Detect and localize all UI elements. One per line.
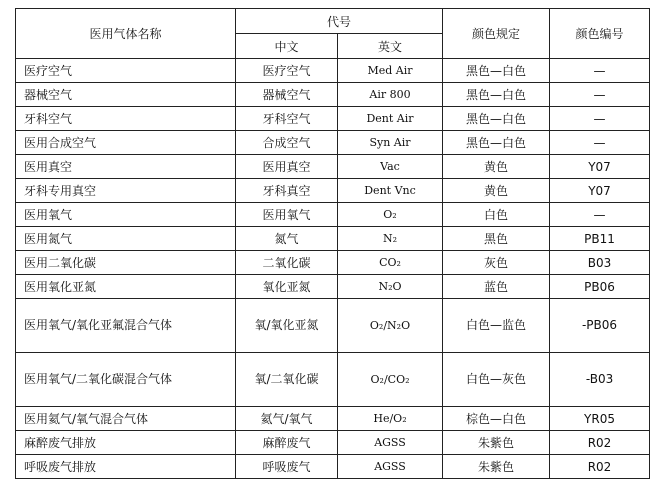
english-code-cell: Vac [338,155,443,179]
color-rule-cell: 黑色—白色 [443,131,550,155]
color-code-cell: — [550,203,650,227]
clipped-title [0,0,665,8]
gas-name-cell: 医用氧气/二氧化碳混合气体 [16,353,236,407]
chinese-code-cell: 二氧化碳 [236,251,338,275]
color-rule-cell: 黑色—白色 [443,107,550,131]
gas-name-cell: 牙科专用真空 [16,179,236,203]
english-code-cell: He/O₂ [338,407,443,431]
english-code-cell: N₂O [338,275,443,299]
gas-name-cell: 医用合成空气 [16,131,236,155]
gas-name-cell: 医用氦气/氧气混合气体 [16,407,236,431]
table-row [16,83,650,107]
gas-name-cell: 医用氧气 [16,203,236,227]
table-row [16,179,650,203]
english-code-cell: AGSS [338,455,443,479]
table-row [16,203,650,227]
color-code-cell: R02 [550,455,650,479]
gas-name-cell: 器械空气 [16,83,236,107]
color-rule-cell: 朱紫色 [443,455,550,479]
table-row [16,227,650,251]
header-code: 代号 [236,9,443,34]
color-rule-cell: 朱紫色 [443,431,550,455]
gas-name-cell: 医用二氧化碳 [16,251,236,275]
color-code-cell: R02 [550,431,650,455]
color-rule-cell: 白色—监色 [443,299,550,353]
english-code-cell: O₂ [338,203,443,227]
gas-name-cell: 医用氮气 [16,227,236,251]
english-code-cell: Dent Air [338,107,443,131]
color-code-cell: -PB06 [550,299,650,353]
header-gas-name: 医用气体名称 [16,9,236,59]
color-code-cell: PB11 [550,227,650,251]
color-code-cell: -B03 [550,353,650,407]
color-rule-cell: 黑色—白色 [443,59,550,83]
chinese-code-cell: 氦气/氧气 [236,407,338,431]
english-code-cell: CO₂ [338,251,443,275]
color-rule-cell: 白色 [443,203,550,227]
chinese-code-cell: 呼吸废气 [236,455,338,479]
english-code-cell: Dent Vnc [338,179,443,203]
table-row [16,131,650,155]
color-code-cell: PB06 [550,275,650,299]
chinese-code-cell: 麻醉废气 [236,431,338,455]
color-rule-cell: 棕色—白色 [443,407,550,431]
chinese-code-cell: 医用氧气 [236,203,338,227]
table-row [16,455,650,479]
header-color-rule: 颜色规定 [443,9,550,59]
table-row [16,59,650,83]
table-row [16,107,650,131]
table-row [16,299,650,353]
color-code-cell: — [550,59,650,83]
gas-name-cell: 医用氧气/氧化亚氟混合气体 [16,299,236,353]
gas-name-cell: 医用氧化亚氮 [16,275,236,299]
english-code-cell: Air 800 [338,83,443,107]
chinese-code-cell: 医疗空气 [236,59,338,83]
english-code-cell: O₂/CO₂ [338,353,443,407]
table-body [16,59,650,479]
table-row [16,353,650,407]
chinese-code-cell: 牙科空气 [236,107,338,131]
chinese-code-cell: 氧/二氧化碳 [236,353,338,407]
color-rule-cell: 黄色 [443,155,550,179]
english-code-cell: Syn Air [338,131,443,155]
color-code-cell: Y07 [550,179,650,203]
table-row [16,155,650,179]
color-rule-cell: 黄色 [443,179,550,203]
chinese-code-cell: 氮气 [236,227,338,251]
english-code-cell: AGSS [338,431,443,455]
chinese-code-cell: 合成空气 [236,131,338,155]
color-rule-cell: 白色—灰色 [443,353,550,407]
chinese-code-cell: 牙科真空 [236,179,338,203]
gas-name-cell: 牙科空气 [16,107,236,131]
table-row [16,407,650,431]
chinese-code-cell: 医用真空 [236,155,338,179]
gas-name-cell: 医疗空气 [16,59,236,83]
header-english: 英文 [338,34,443,59]
gas-name-cell: 医用真空 [16,155,236,179]
table-row [16,251,650,275]
color-code-cell: YR05 [550,407,650,431]
medical-gas-table [15,8,650,479]
color-rule-cell: 黑色—白色 [443,83,550,107]
color-rule-cell: 蓝色 [443,275,550,299]
color-code-cell: Y07 [550,155,650,179]
color-code-cell: — [550,107,650,131]
table-row [16,275,650,299]
color-code-cell: B03 [550,251,650,275]
color-rule-cell: 黑色 [443,227,550,251]
chinese-code-cell: 氧/氧化亚氮 [236,299,338,353]
gas-name-cell: 麻醉废气排放 [16,431,236,455]
color-code-cell: — [550,131,650,155]
header-chinese: 中文 [236,34,338,59]
chinese-code-cell: 氧化亚氮 [236,275,338,299]
chinese-code-cell: 器械空气 [236,83,338,107]
header-color-code: 颜色编号 [550,9,650,59]
english-code-cell: O₂/N₂O [338,299,443,353]
english-code-cell: N₂ [338,227,443,251]
color-code-cell: — [550,83,650,107]
color-rule-cell: 灰色 [443,251,550,275]
english-code-cell: Med Air [338,59,443,83]
gas-name-cell: 呼吸废气排放 [16,455,236,479]
table-row [16,431,650,455]
